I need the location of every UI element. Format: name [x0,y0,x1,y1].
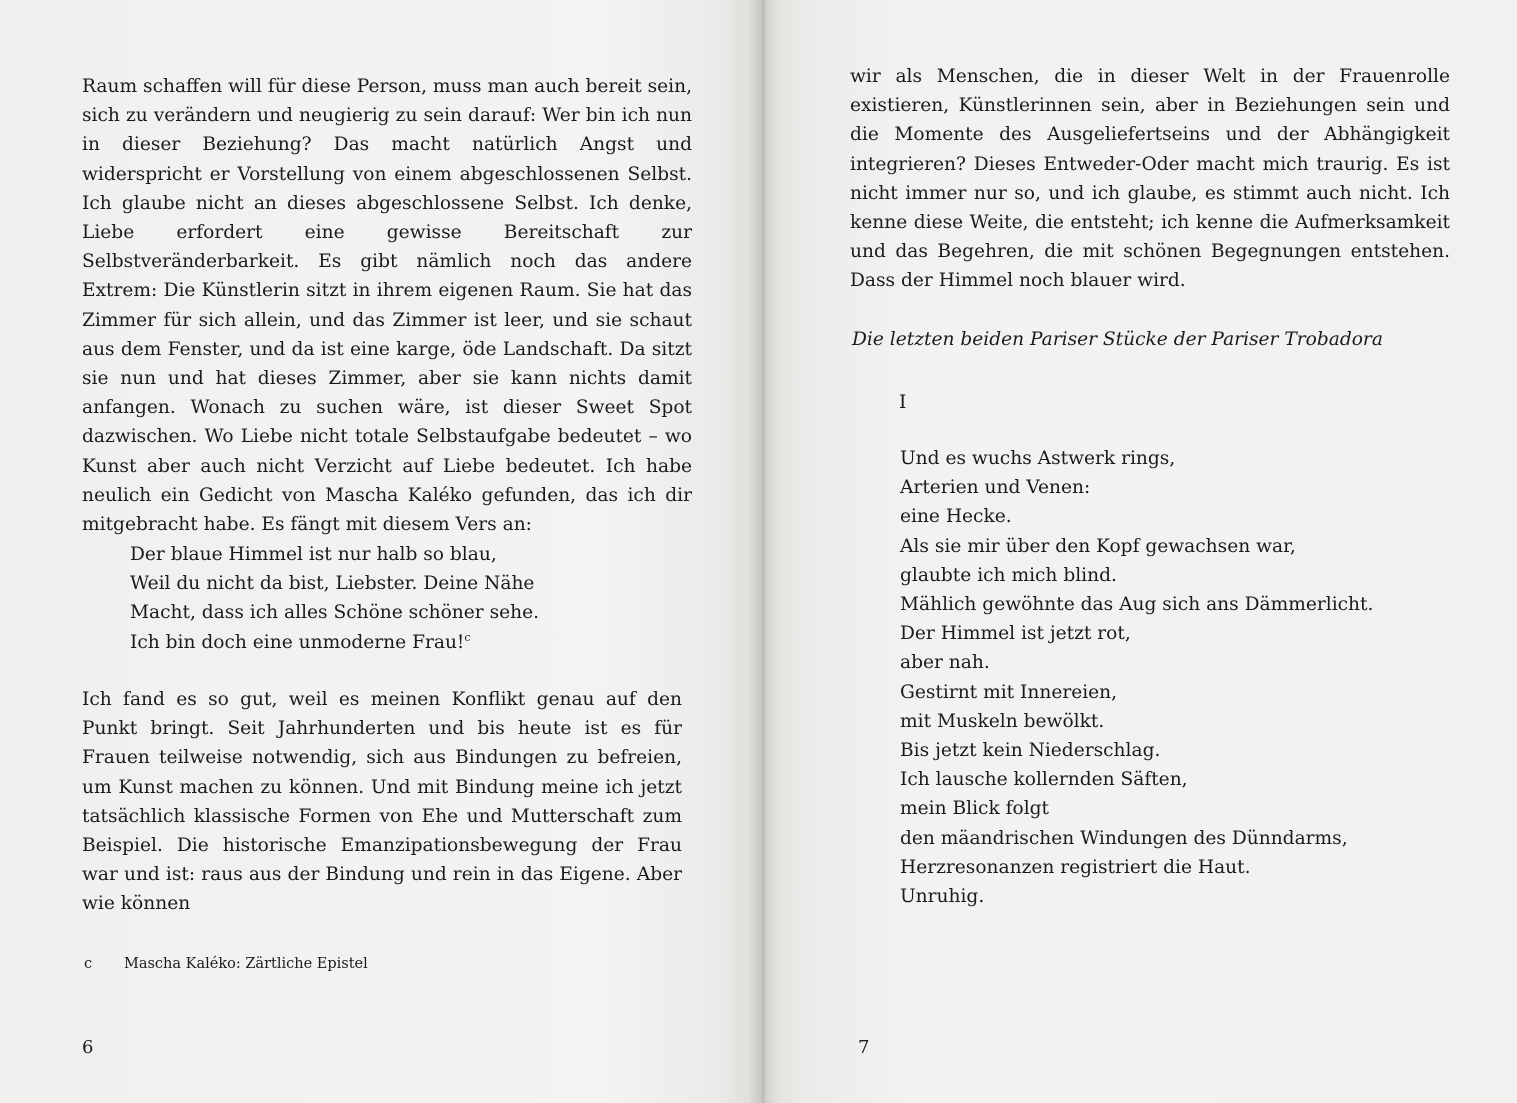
poem-line-9: Gestirnt mit Innereien, [900,681,1118,703]
left-paragraph-2: Ich fand es so gut, weil es meinen Konflikt genau auf den Punkt bringt. Seit Jahrhunderten und bis heute ist es für Frauen teilweise notwendig, sich aus Bindungen zu befreien, um Kunst machen zu können. Und mit Bindung meine ich jetzt tatsächlich klassische Formen von Ehe und Mutterschaft zum Beispiel. Die historische Emanzipationsbewegung der Frau war und ist: raus aus der Bindung und rein in das Eigene. Aber wie können [82,689,682,915]
poem-line-13: mein Blick folgt [900,798,1050,820]
poem-line-6: Mählich gewöhnte das Aug sich ans Dämmerlicht. [900,594,1374,616]
page-number-right: 7 [858,1037,870,1058]
poem-line-1: Und es wuchs Astwerk rings, [900,448,1176,469]
poem-line-2: Arterien und Venen: [900,477,1091,499]
poem-line-12: Ich lausche kollernden Säften, [900,769,1188,791]
poem-line-7: Der Himmel ist jetzt rot, [900,623,1131,645]
right-page [770,0,1517,1103]
footnote-text: Mascha Kaléko: Zärtliche Epistel [124,956,368,972]
quote-line-4 [130,628,539,657]
left-paragraph-1: Raum schaffen will für diese Person, muss man auch bereit sein, sich zu verändern und neugierig zu sein darauf: Wer bin ich nun in dieser Beziehung? Das macht natürlich Angst und widerspricht er Vorstellung von einem abgeschlossenen Selbst. Ich glaube nicht an dieses abgeschlossene Selbst. Ich denke, Liebe erfordert eine gewisse Bereitschaft zur Selbstveränderbarkeit. Es gibt nämlich noch das andere Extrem: Die Künstlerin sitzt in ihrem eigenen Raum. Sie hat das Zimmer für sich allein, und das Zimmer ist leer, und sie schaut aus dem Fenster, und da ist eine karge, öde Landschaft. Da sitzt sie nun und hat dieses Zimmer, aber sie kann nichts damit anfangen. Wonach zu suchen wäre, ist dieser Sweet Spot dazwischen. Wo Liebe nicht totale Selbstaufgabe bedeutet – wo Kunst aber auch nicht Verzicht auf Liebe bedeutet. Ich habe neulich ein Gedicht von Mascha Kaléko gefunden, das ich dir mitgebracht habe. Es fängt mit diesem Vers an: [82,76,692,536]
poem-line-5: glaubte ich mich blind. [900,564,1117,586]
poem-line-4: Als sie mir über den Kopf gewachsen war, [900,535,1296,557]
poem-line-8: aber nah. [900,652,990,674]
footnote [84,954,368,974]
poem-line-3: eine Hecke. [900,506,1012,528]
poem-line-10: mit Muskeln bewölkt. [900,710,1105,732]
quote-line-2: Weil du nicht da bist, Liebster. Deine Nähe [130,573,535,595]
section-heading: Die letzten beiden Pariser Stücke der Pariser Trobadora [852,329,1383,350]
poem-line-11: Bis jetzt kein Niederschlag. [900,740,1161,762]
section-numeral: I [899,392,907,413]
poem-line-15: Herzresonanzen registriert die Haut. [900,856,1251,878]
quote-line-4-text: Ich bin doch eine unmoderne Frau! [130,631,465,653]
page-number-left: 6 [82,1037,94,1058]
left-body-text-2 [82,685,682,919]
poem [900,444,1373,911]
poem-line-14: den mäandrischen Windungen des Dünndarms, [900,827,1348,849]
right-body-text: wir als Menschen, die in dieser Welt in der Frauenrolle existieren, Künstlerinnen sein, aber in Beziehungen sein und die Momente des Ausgeliefertseins und der Abhängigkeit integrieren? Dieses Entweder-Oder macht mich traurig. Es ist nicht immer nur so, und ich glaube, es stimmt auch nicht. Ich kenne diese Weite, die entsteht; ich kenne die Aufmerksamkeit und das Begehren, die mit schönen Begegnungen entstehen. Dass der Himmel noch blauer wird. [850,66,1450,292]
quote-line-1: Der blaue Himmel ist nur halb so blau, [130,544,497,565]
poem-line-16: Unruhig. [900,886,985,908]
left-body-text [82,72,692,539]
quote-line-3: Macht, dass ich alles Schöne schöner sehe. [130,602,540,624]
poem-quote [130,540,539,657]
footnote-mark: c [84,956,93,972]
footnote-reference: c [464,630,471,644]
